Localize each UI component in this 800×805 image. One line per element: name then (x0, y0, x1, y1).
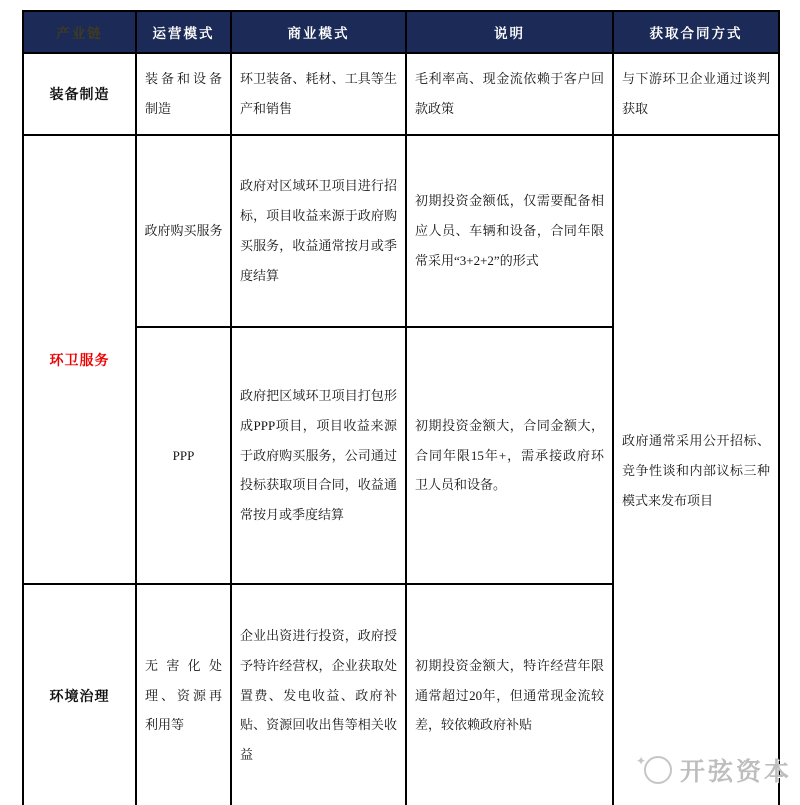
cell-gov-mode: 政府购买服务 (136, 135, 231, 327)
watermark-text: 开弦资本 (679, 758, 792, 786)
cell-ppp-mode: PPP (136, 327, 231, 584)
row-equipment (23, 53, 779, 135)
cell-sanitation-chain: 环卫服务 (23, 135, 136, 584)
cell-gov-note: 初期投资金额低，仅需要配备相应人员、车辆和设备，合同年限常采用“3+2+2”的形式 (406, 135, 613, 327)
header-row (23, 11, 779, 53)
row-sanitation-gov (23, 135, 779, 327)
cell-service-contract: 政府通常采用公开招标、竞争性谈和内部议标三种模式来发布项目 (613, 135, 779, 805)
brand-watermark (635, 752, 792, 788)
header-note: 说明 (406, 11, 613, 53)
cell-environment-chain: 环境治理 (23, 584, 136, 805)
cell-environment-business: 企业出资进行投资，政府授予特许经营权，企业获取处置费、发电收益、政府补贴、资源回收出售等相关收益 (231, 584, 406, 805)
cell-environment-note: 初期投资金额大，特许经营年限通常超过20年，但通常现金流较差，较依赖政府补贴 (406, 584, 613, 805)
cell-equipment-chain: 装备制造 (23, 53, 136, 135)
header-contract-method: 获取合同方式 (613, 11, 779, 53)
cell-ppp-business: 政府把区域环卫项目打包形成PPP项目，项目收益来源于政府购买服务，公司通过投标获取项目合同，收益通常按月或季度结算 (231, 327, 406, 584)
header-operation-mode: 运营模式 (136, 11, 231, 53)
header-business-mode: 商业模式 (231, 11, 406, 53)
circle-star-logo-icon (635, 754, 672, 784)
cell-equipment-note: 毛利率高、现金流依赖于客户回款政策 (406, 53, 613, 135)
cell-environment-mode: 无害化处理、资源再利用等 (136, 584, 231, 805)
sparkle-icon: ✦ (635, 754, 647, 768)
cell-equipment-mode: 装备和设备制造 (136, 53, 231, 135)
cell-equipment-contract: 与下游环卫企业通过谈判获取 (613, 53, 779, 135)
industry-chain-table (22, 10, 780, 805)
header-industry-chain: 产业链 (23, 11, 136, 53)
cell-gov-business: 政府对区域环卫项目进行招标，项目收益来源于政府购买服务，收益通常按月或季度结算 (231, 135, 406, 327)
cell-ppp-note: 初期投资金额大，合同金额大，合同年限15年+，需承接政府环卫人员和设备。 (406, 327, 613, 584)
cell-equipment-business: 环卫装备、耗材、工具等生产和销售 (231, 53, 406, 135)
